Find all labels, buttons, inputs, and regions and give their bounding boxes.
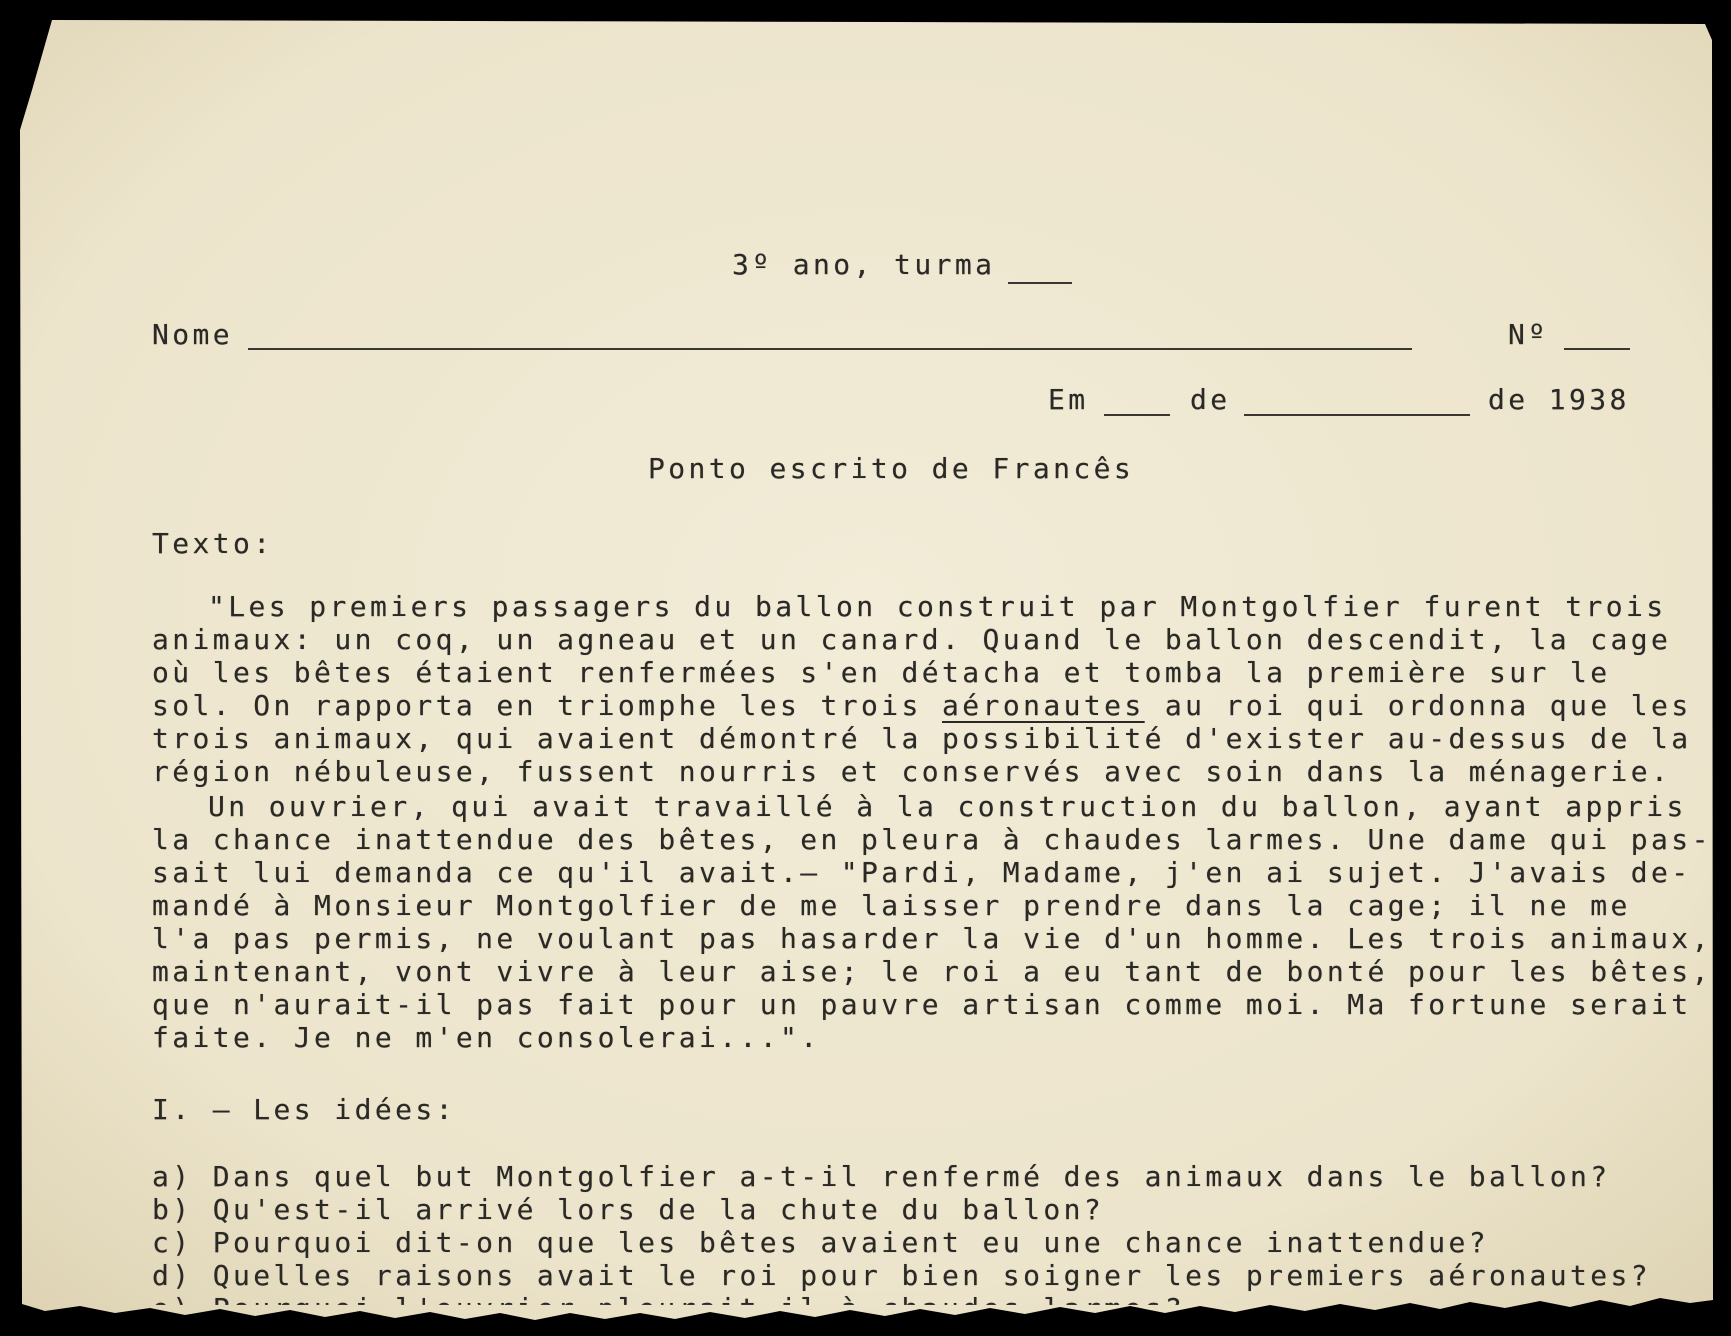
date-em-label: Em bbox=[1048, 383, 1089, 416]
name-blank[interactable] bbox=[248, 348, 1412, 350]
question-item: c) Pourquoi dit-on que les bêtes avaient eu une chance inattendue? bbox=[152, 1226, 1489, 1259]
passage-text: sol. On rapporta en triomphe les trois bbox=[152, 689, 943, 722]
question-item: d) Quelles raisons avait le roi pour bien soigner les premiers aéronautes? bbox=[152, 1259, 1652, 1292]
passage-text: au roi qui ordonna que les bbox=[1144, 689, 1692, 722]
passage-line: faite. Je ne m'en consolerai...". bbox=[152, 1021, 821, 1054]
date-de-label: de bbox=[1190, 383, 1231, 416]
question-item: b) Qu'est-il arrivé lors de la chute du ballon? bbox=[152, 1193, 1105, 1226]
turma-blank[interactable] bbox=[1008, 282, 1072, 284]
date-year-label: de 1938 bbox=[1488, 383, 1630, 416]
underlined-word: aéronautes bbox=[942, 689, 1145, 722]
passage-line: maintenant, vont vivre à leur aise; le roi a eu tant de bonté pour les bêtes, bbox=[152, 955, 1712, 988]
name-label: Nome bbox=[152, 318, 234, 351]
passage-line: que n'aurait-il pas fait pour un pauvre artisan comme moi. Ma fortune serait bbox=[152, 988, 1692, 1021]
passage-line bbox=[152, 689, 1692, 723]
passage-line: trois animaux, qui avaient démontré la possibilité d'exister au-dessus de la bbox=[152, 722, 1692, 755]
passage-line: mandé à Monsieur Montgolfier de me laisser prendre dans la cage; il ne me bbox=[152, 889, 1631, 922]
number-label: Nº bbox=[1508, 318, 1549, 351]
texto-label: Texto: bbox=[152, 527, 274, 560]
passage-line: région nébuleuse, fussent nourris et conservés avec soin dans la ménagerie. bbox=[152, 755, 1672, 788]
passage-line: où les bêtes étaient renfermées s'en détacha et tomba la première sur le bbox=[152, 656, 1611, 689]
passage-line: l'a pas permis, ne voulant pas hasarder la vie d'un homme. Les trois animaux, bbox=[152, 922, 1712, 955]
passage-line: la chance inattendue des bêtes, en pleura à chaudes larmes. Une dame qui pas- bbox=[152, 823, 1712, 856]
date-month-blank[interactable] bbox=[1244, 414, 1470, 416]
section-title: I. — Les idées: bbox=[152, 1093, 456, 1126]
passage-line: "Les premiers passagers du ballon construit par Montgolfier furent trois bbox=[208, 590, 1667, 623]
number-blank[interactable] bbox=[1564, 348, 1630, 350]
passage-line: animaux: un coq, un agneau et un canard. Quand le ballon descendit, la cage bbox=[152, 623, 1672, 656]
question-item: a) Dans quel but Montgolfier a-t-il renfermé des animaux dans le ballon? bbox=[152, 1160, 1611, 1193]
passage-line: Un ouvrier, qui avait travaillé à la construction du ballon, ayant appris bbox=[208, 790, 1687, 823]
passage-line: sait lui demanda ce qu'il avait.— "Pardi, Madame, j'en ai sujet. J'avais de- bbox=[152, 856, 1692, 889]
class-line: 3º ano, turma bbox=[732, 248, 996, 281]
date-day-blank[interactable] bbox=[1104, 414, 1170, 416]
page-title: Ponto escrito de Francês bbox=[648, 452, 1135, 485]
